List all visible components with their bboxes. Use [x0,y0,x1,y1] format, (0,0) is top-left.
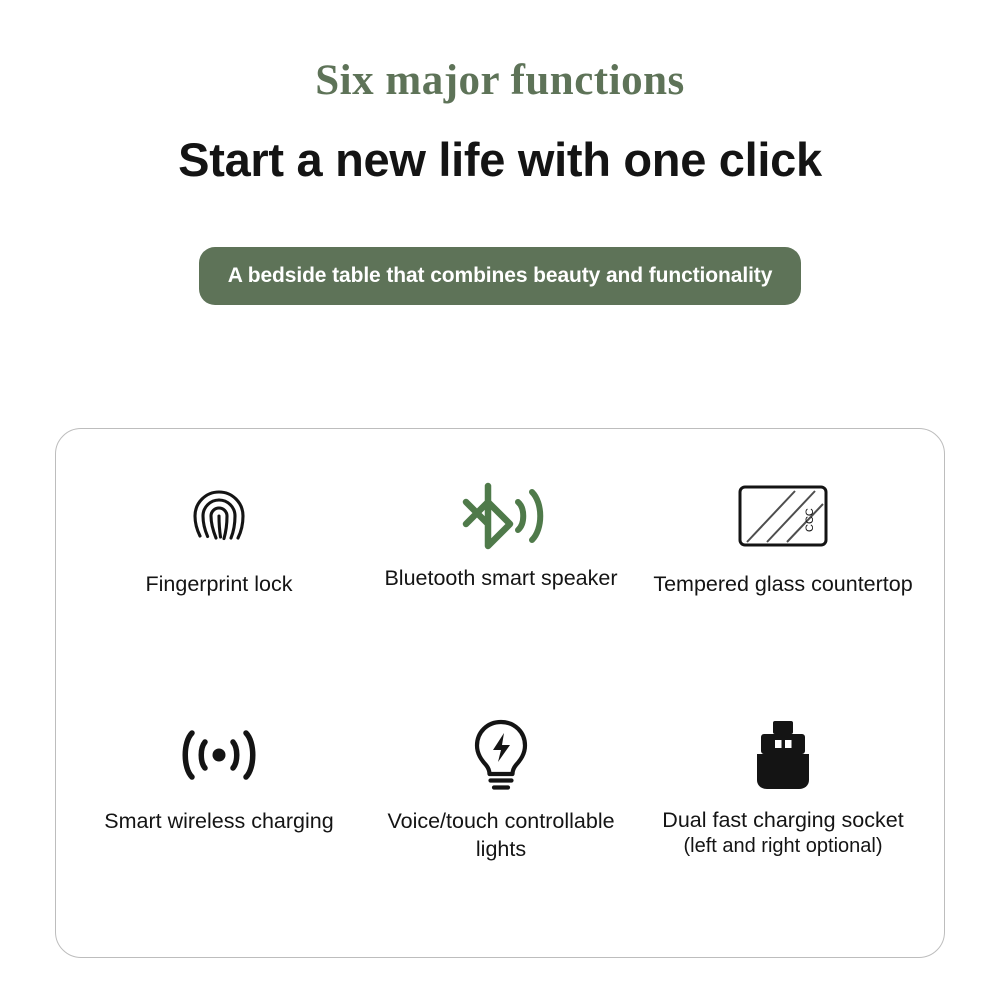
feature-label: Dual fast charging socket [662,808,904,832]
fingerprint-icon [183,477,255,555]
feature-item [78,698,360,919]
eyebrow-title: Six major functions [315,57,685,104]
bluetooth-speaker-icon [458,477,544,555]
feature-label: Smart wireless charging [104,809,334,833]
tagline-banner [199,247,801,305]
wireless-charging-icon [176,716,262,794]
feature-item [642,698,924,919]
feature-label: Tempered glass countertop [653,572,913,596]
feature-item [642,477,924,698]
feature-label: Voice/touch controllable lights [387,809,615,861]
feature-item [360,477,642,698]
glass-mark-text: CCC [804,508,816,532]
feature-item [360,698,642,919]
light-bulb-icon [468,716,534,794]
features-card [55,428,945,958]
feature-label: Fingerprint lock [145,572,293,596]
page-title: Start a new life with one click [178,133,822,186]
usb-socket-icon [747,716,819,794]
tagline-text: A bedside table that combines beauty and functionality [227,264,773,287]
feature-sublabel: (left and right optional) [683,834,883,857]
feature-label: Bluetooth smart speaker [384,566,618,590]
feature-item [78,477,360,698]
features-grid [56,429,946,959]
tempered-glass-icon [737,477,829,555]
